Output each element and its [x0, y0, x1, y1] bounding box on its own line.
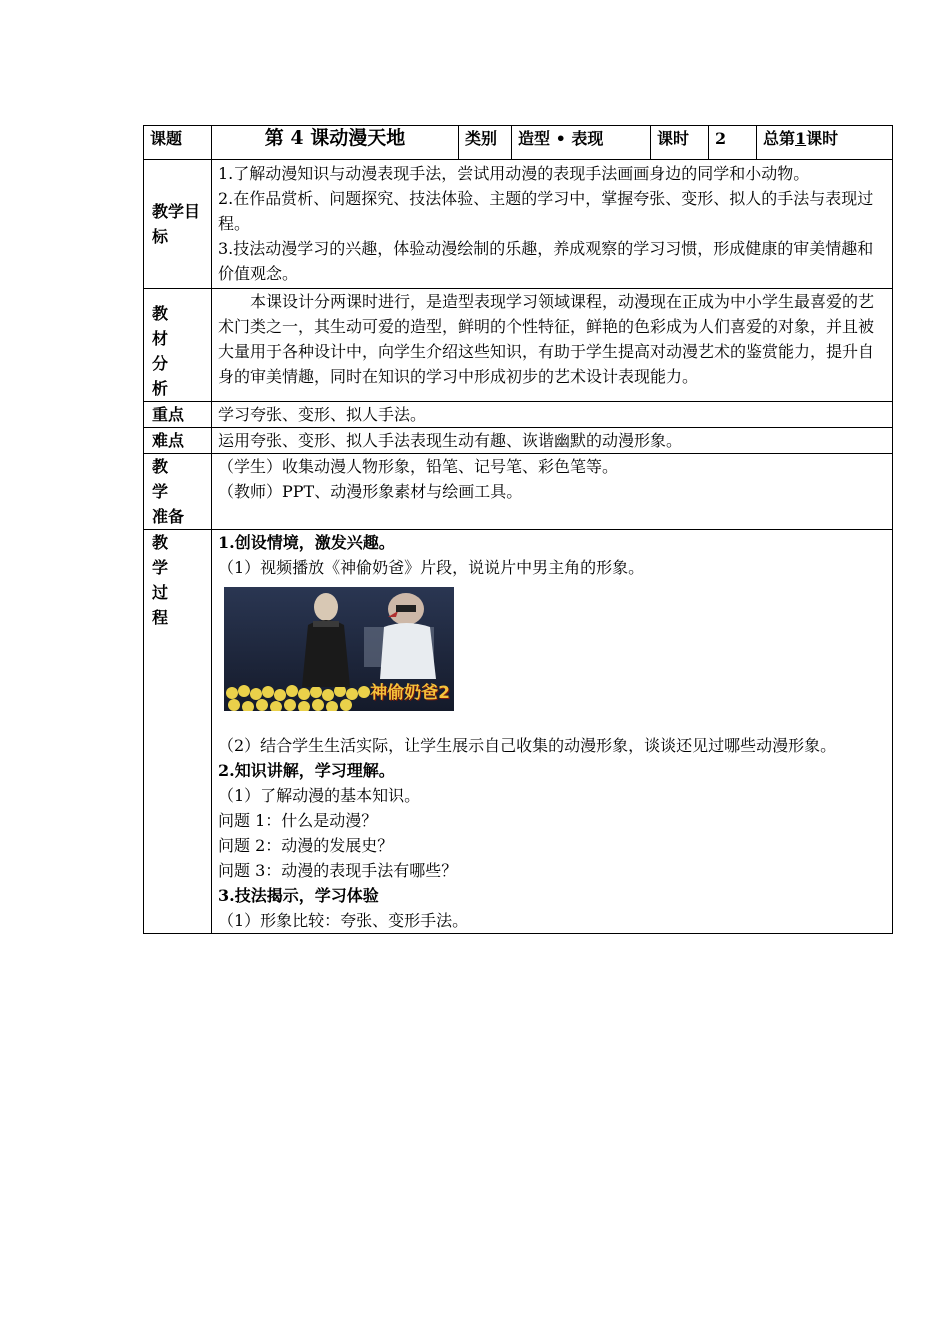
process-label-char: 程 — [152, 608, 169, 627]
step-3-item-1: （1）形象比较：夸张、变形手法。 — [218, 911, 469, 930]
prep-row — [144, 454, 893, 530]
goals-row — [144, 160, 893, 289]
prep-student: （学生）收集动漫人物形象，铅笔、记号笔、彩色笔等。 — [218, 457, 619, 476]
key-point-text: 学习夸张、变形、拟人手法。 — [212, 402, 893, 428]
analysis-label-line: 分 析 — [152, 354, 175, 398]
goal-item: 2.在作品赏析、问题探究、技法体验、主题的学习中，掌握夸张、变形、拟人的手法与表现过程。 — [218, 189, 874, 233]
analysis-row — [144, 289, 893, 402]
question-3: 问题 3：动漫的表现手法有哪些？ — [218, 861, 458, 880]
difficulty-text: 运用夸张、变形、拟人手法表现生动有趣、诙谐幽默的动漫形象。 — [212, 428, 893, 454]
step-3-title: 3.技法揭示，学习体验 — [218, 886, 379, 905]
question-1: 问题 1：什么是动漫？ — [218, 811, 378, 830]
lesson-plan-table — [143, 125, 893, 934]
hours-label: 课时 — [651, 126, 709, 160]
prep-content — [212, 454, 893, 530]
movie-title-logo: 神偷奶爸2 — [370, 683, 450, 703]
question-2: 问题 2：动漫的发展史？ — [218, 836, 394, 855]
total-prefix: 总第 — [763, 129, 796, 148]
key-point-row — [144, 402, 893, 428]
movie-still-image — [224, 587, 454, 711]
prep-label — [144, 454, 212, 530]
step-1-item-1: （1）视频播放《神偷奶爸》片段，说说片中男主角的形象。 — [218, 558, 645, 577]
step-1-title: 1.创设情境，激发兴趣。 — [218, 533, 395, 552]
goal-item: 3.技法动漫学习的兴趣，体验动漫绘制的乐趣，养成观察的学习习惯，形成健康的审美情趣和价值观念。 — [218, 239, 874, 283]
process-label-char: 教 — [152, 533, 169, 552]
process-label — [144, 530, 212, 934]
analysis-text: 本课设计分两课时进行，是造型表现学习领域课程，动漫现在正成为中小学生最喜爱的艺术门类之一，其生动可爱的造型，鲜明的个性特征，鲜艳的色彩成为人们喜爱的对象，并且被大量用于各种设计中，向学生介绍这些知识，有助于学生提高对动漫艺术的鉴赏能力，提升自身的审美情趣，同时在知识的学习中形成初步的艺术设计表现能力。 — [218, 292, 875, 386]
prep-label-line: 教 学 — [152, 457, 175, 501]
lesson-title: 第 4 课动漫天地 — [212, 126, 459, 160]
key-point-label: 重点 — [144, 402, 212, 428]
goals-content — [212, 160, 893, 289]
total-suffix: 课时 — [806, 129, 839, 148]
step-2-item-1: （1）了解动漫的基本知识。 — [218, 786, 421, 805]
process-label-char: 过 — [152, 583, 169, 602]
step-2-title: 2.知识讲解，学习理解。 — [218, 761, 395, 780]
goals-label-text: 教学目标 — [152, 202, 201, 246]
process-label-char: 学 — [152, 558, 169, 577]
analysis-content — [212, 289, 893, 402]
prep-label-line: 准备 — [152, 507, 185, 526]
header-row — [144, 126, 893, 160]
process-content — [212, 530, 893, 934]
topic-label: 课题 — [144, 126, 212, 160]
prep-teacher: （教师）PPT、动漫形象素材与绘画工具。 — [218, 482, 523, 501]
total-number: 1 — [795, 129, 807, 148]
total-hours — [757, 126, 893, 160]
difficulty-row — [144, 428, 893, 454]
goal-item: 1.了解动漫知识与动漫表现手法，尝试用动漫的表现手法画画身边的同学和小动物。 — [218, 164, 810, 183]
hours-value: 2 — [709, 126, 757, 160]
analysis-label — [144, 289, 212, 402]
goals-label — [144, 160, 212, 289]
step-1-item-2: （2）结合学生生活实际，让学生展示自己收集的动漫形象，谈谈还见过哪些动漫形象。 — [218, 736, 837, 755]
process-row — [144, 530, 893, 934]
category-value: 造型 • 表现 — [512, 126, 651, 160]
analysis-label-line: 教 材 — [152, 304, 175, 348]
category-label: 类别 — [459, 126, 512, 160]
difficulty-label: 难点 — [144, 428, 212, 454]
